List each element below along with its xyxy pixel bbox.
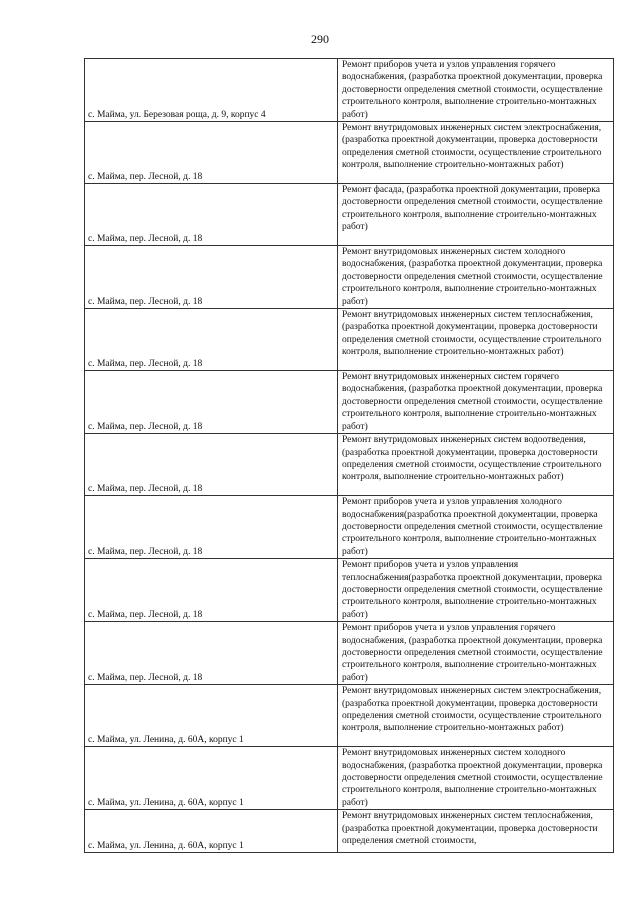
address-cell: с. Майма, пер. Лесной, д. 18 xyxy=(85,122,338,184)
address-cell: с. Майма, ул. Ленина, д. 60А, корпус 1 xyxy=(85,747,338,810)
work-description-cell: Ремонт внутридомовых инженерных систем водоотведения, (разработка проектной документации, проверка достоверности определения сметной стоимости, осуществление строительного контроля, выполнение строительно-монтажных работ) xyxy=(338,434,614,496)
table-row xyxy=(85,434,614,496)
address-cell: с. Майма, пер. Лесной, д. 18 xyxy=(85,184,338,246)
work-description-cell: Ремонт внутридомовых инженерных систем теплоснабжения, (разработка проектной документации, проверка достоверности определения сметной стоимости, осуществление строительного контроля, выполнение строительно-монтажных работ) xyxy=(338,309,614,371)
table-row xyxy=(85,246,614,309)
work-description-cell: Ремонт приборов учета и узлов управления горячего водоснабжения, (разработка проектной документации, проверка достоверности определения сметной стоимости, осуществление строительного контроля, выполнение строительно-монтажных работ) xyxy=(338,59,614,122)
address-cell: с. Майма, пер. Лесной, д. 18 xyxy=(85,434,338,496)
table-row xyxy=(85,371,614,434)
works-table xyxy=(84,58,614,853)
work-description-cell: Ремонт внутридомовых инженерных систем теплоснабжения, (разработка проектной документации, проверка достоверности определения сметной стоимости, xyxy=(338,810,614,853)
address-cell: с. Майма, пер. Лесной, д. 18 xyxy=(85,622,338,685)
address-cell: с. Майма, пер. Лесной, д. 18 xyxy=(85,309,338,371)
work-description-cell: Ремонт внутридомовых инженерных систем холодного водоснабжения, (разработка проектной документации, проверка достоверности определения сметной стоимости, осуществление строительного контроля, выполнение строительно-монтажных работ) xyxy=(338,246,614,309)
table-row xyxy=(85,496,614,559)
page-number: 290 xyxy=(311,32,329,46)
work-description-cell: Ремонт фасада, (разработка проектной документации, проверка достоверности определения сметной стоимости, осуществление строительного контроля, выполнение строительно-монтажных работ) xyxy=(338,184,614,246)
work-description-cell: Ремонт внутридомовых инженерных систем электроснабжения, (разработка проектной документации, проверка достоверности определения сметной стоимости, осуществление строительного контроля, выполнение строительно-монтажных работ) xyxy=(338,122,614,184)
work-description-cell: Ремонт внутридомовых инженерных систем горячего водоснабжения, (разработка проектной документации, проверка достоверности определения сметной стоимости, осуществление строительного контроля, выполнение строительно-монтажных работ) xyxy=(338,371,614,434)
table-row xyxy=(85,810,614,853)
address-cell: с. Майма, пер. Лесной, д. 18 xyxy=(85,371,338,434)
table-row xyxy=(85,622,614,685)
address-cell: с. Майма, пер. Лесной, д. 18 xyxy=(85,246,338,309)
address-cell: с. Майма, ул. Березовая роща, д. 9, корпус 4 xyxy=(85,59,338,122)
table-row xyxy=(85,59,614,122)
table-row xyxy=(85,184,614,246)
address-cell: с. Майма, ул. Ленина, д. 60А, корпус 1 xyxy=(85,685,338,747)
table-row xyxy=(85,559,614,622)
work-description-cell: Ремонт приборов учета и узлов управления холодного водоснабжения(разработка проектной документации, проверка достоверности определения сметной стоимости, осуществление строительного контроля, выполнение строительно-монтажных работ) xyxy=(338,496,614,559)
table-row xyxy=(85,685,614,747)
address-cell: с. Майма, ул. Ленина, д. 60А, корпус 1 xyxy=(85,810,338,853)
work-description-cell: Ремонт внутридомовых инженерных систем электроснабжения, (разработка проектной документации, проверка достоверности определения сметной стоимости, осуществление строительного контроля, выполнение строительно-монтажных работ) xyxy=(338,685,614,747)
work-description-cell: Ремонт приборов учета и узлов управления теплоснабжения(разработка проектной документации, проверка достоверности определения сметной стоимости, осуществление строительного контроля, выполнение строительно-монтажных работ) xyxy=(338,559,614,622)
table-row xyxy=(85,747,614,810)
table-row xyxy=(85,122,614,184)
work-description-cell: Ремонт приборов учета и узлов управления горячего водоснабжения, (разработка проектной документации, проверка достоверности определения сметной стоимости, осуществление строительного контроля, выполнение строительно-монтажных работ) xyxy=(338,622,614,685)
address-cell: с. Майма, пер. Лесной, д. 18 xyxy=(85,559,338,622)
table-row xyxy=(85,309,614,371)
address-cell: с. Майма, пер. Лесной, д. 18 xyxy=(85,496,338,559)
work-description-cell: Ремонт внутридомовых инженерных систем холодного водоснабжения, (разработка проектной документации, проверка достоверности определения сметной стоимости, осуществление строительного контроля, выполнение строительно-монтажных работ) xyxy=(338,747,614,810)
